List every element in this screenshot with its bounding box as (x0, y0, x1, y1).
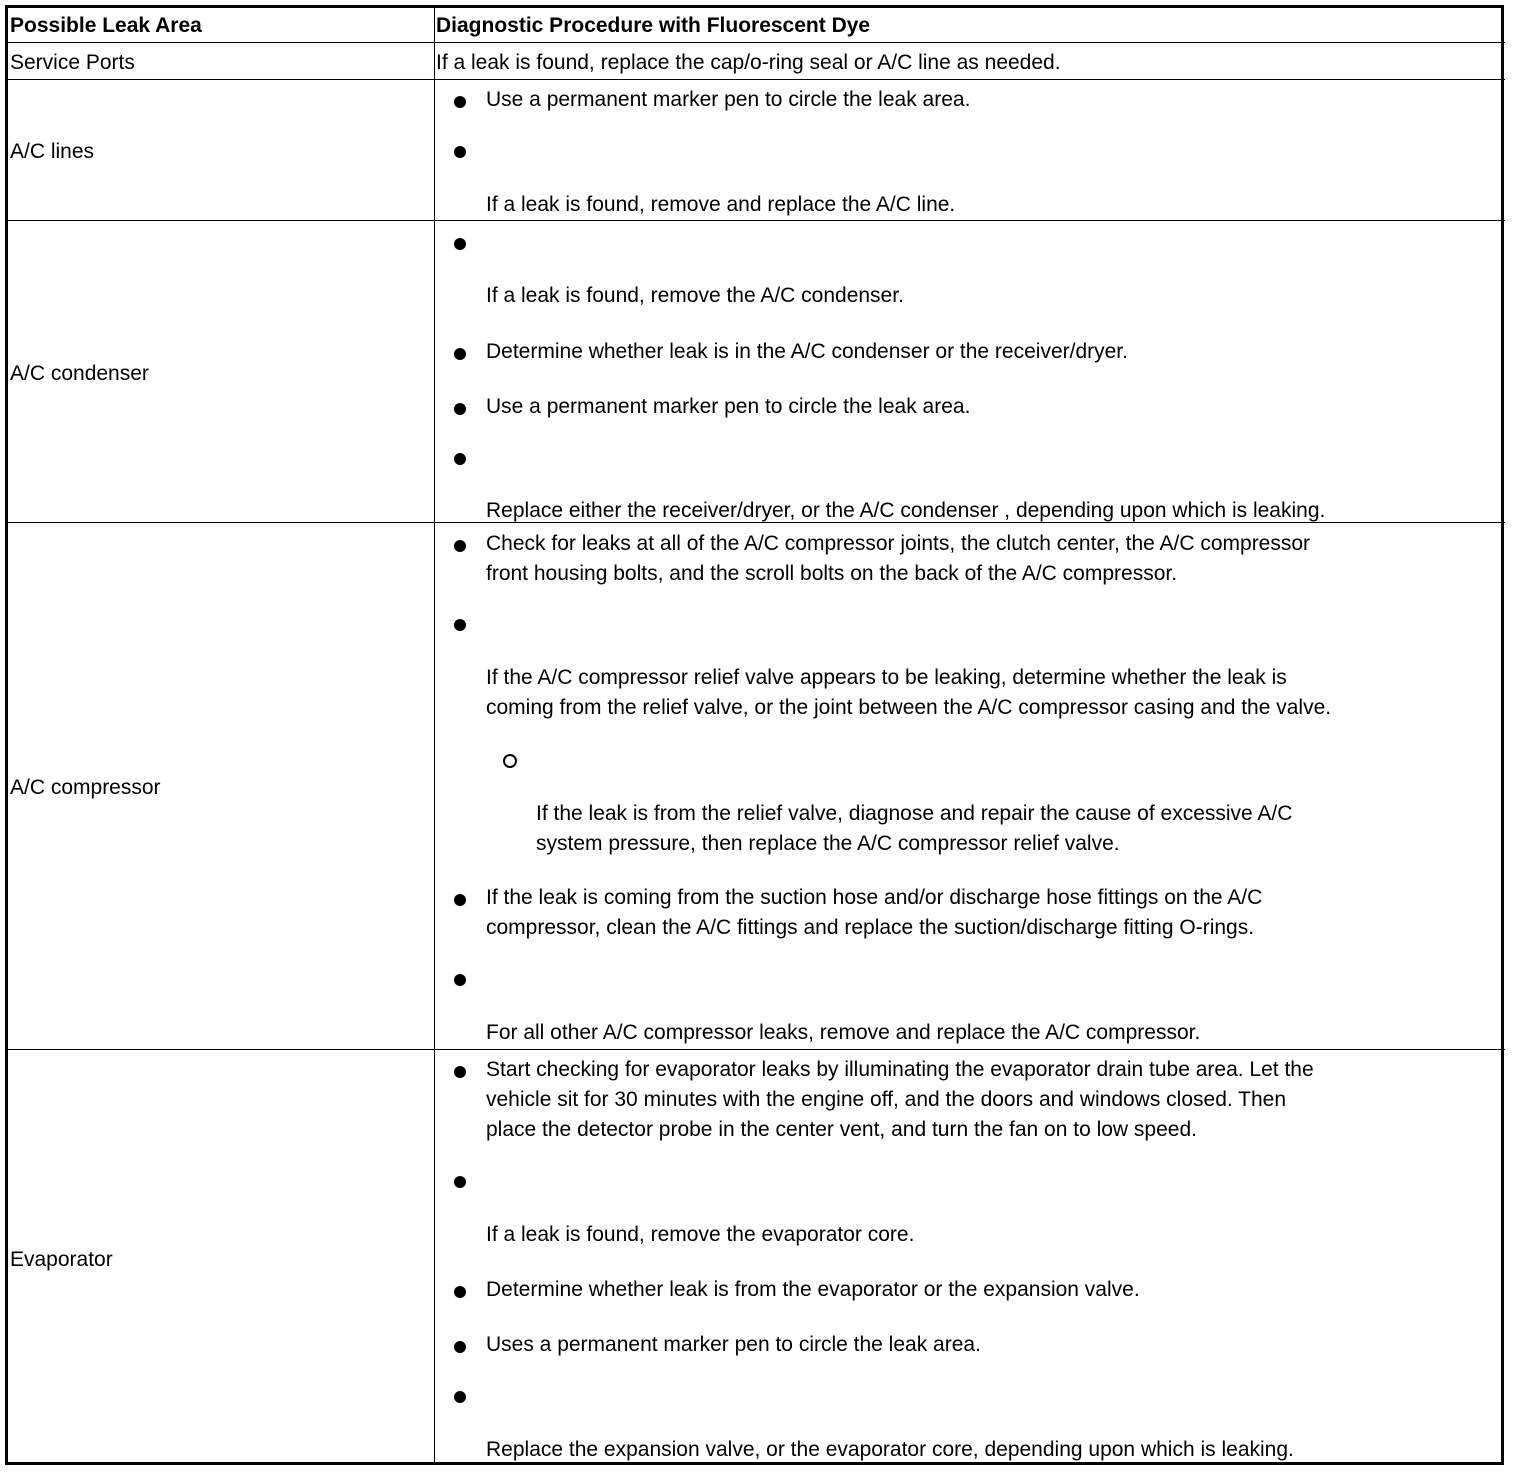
procedure-line: For all other A/C compressor leaks, remove and replace the A/C compressor. (486, 1021, 1201, 1044)
procedure-line: If a leak is found, remove and replace the A/C line. (486, 193, 956, 216)
procedure-line: compressor, clean the A/C fittings and replace the suction/discharge fitting O-rings. (486, 916, 1255, 939)
bullet-icon (454, 1176, 466, 1188)
procedure-line: Check for leaks at all of the A/C compressor joints, the clutch center, the A/C compressor (486, 532, 1311, 555)
leak-diagnosis-table (5, 5, 1504, 1465)
area-evaporator: Evaporator (10, 1248, 113, 1271)
procedure-line: Determine whether leak is in the A/C condenser or the receiver/dryer. (486, 340, 1128, 363)
procedure-line: coming from the relief valve, or the joint between the A/C compressor casing and the valve. (486, 696, 1332, 719)
row-divider (8, 220, 1505, 221)
bullet-icon (454, 1391, 466, 1403)
procedure-line: If the A/C compressor relief valve appears to be leaking, determine whether the leak is (486, 666, 1287, 689)
procedure-line: Uses a permanent marker pen to circle the leak area. (486, 1333, 981, 1356)
area-ac-lines: A/C lines (10, 140, 95, 163)
row-divider (8, 42, 1505, 43)
area-ac-compressor: A/C compressor (10, 776, 161, 799)
bullet-icon (454, 1341, 466, 1353)
bullet-icon (454, 1066, 466, 1078)
procedure-line: If the leak is coming from the suction hose and/or discharge hose fittings on the A/C (486, 886, 1263, 909)
procedure-line: Use a permanent marker pen to circle the leak area. (486, 88, 971, 111)
procedure-line: If a leak is found, replace the cap/o-ring seal or A/C line as needed. (436, 51, 1061, 74)
bullet-icon (454, 403, 466, 415)
bullet-icon (454, 974, 466, 986)
bullet-icon (454, 146, 466, 158)
bullet-icon (454, 894, 466, 906)
column-divider (434, 8, 435, 1464)
sub-bullet-icon (503, 754, 517, 768)
procedure-line: place the detector probe in the center vent, and turn the fan on to low speed. (486, 1118, 1197, 1141)
bullet-icon (454, 1286, 466, 1298)
area-service-ports: Service Ports (10, 51, 135, 74)
row-divider (8, 1049, 1505, 1050)
bullet-icon (454, 96, 466, 108)
header-procedure: Diagnostic Procedure with Fluorescent Dye (436, 14, 871, 37)
procedure-line: front housing bolts, and the scroll bolts on the back of the A/C compressor. (486, 562, 1178, 585)
bullet-icon (454, 619, 466, 631)
procedure-line: Start checking for evaporator leaks by illuminating the evaporator drain tube area. Let the (486, 1058, 1314, 1081)
procedure-line: vehicle sit for 30 minutes with the engine off, and the doors and windows closed. Then (486, 1088, 1287, 1111)
procedure-line: Replace the expansion valve, or the evaporator core, depending upon which is leaking. (486, 1438, 1294, 1461)
procedure-line: Replace either the receiver/dryer, or the A/C condenser , depending upon which is leaking. (486, 499, 1326, 522)
procedure-line: system pressure, then replace the A/C compressor relief valve. (536, 832, 1120, 855)
bullet-icon (454, 453, 466, 465)
bullet-icon (454, 348, 466, 360)
row-divider (8, 79, 1505, 80)
procedure-line: Determine whether leak is from the evaporator or the expansion valve. (486, 1278, 1140, 1301)
header-area: Possible Leak Area (10, 14, 202, 37)
procedure-line: Use a permanent marker pen to circle the leak area. (486, 395, 971, 418)
procedure-line: If a leak is found, remove the A/C condenser. (486, 284, 904, 307)
bullet-icon (454, 540, 466, 552)
bullet-icon (454, 238, 466, 250)
procedure-line: If the leak is from the relief valve, diagnose and repair the cause of excessive A/C (536, 802, 1293, 825)
area-ac-condenser: A/C condenser (10, 362, 149, 385)
procedure-line: If a leak is found, remove the evaporator core. (486, 1223, 915, 1246)
